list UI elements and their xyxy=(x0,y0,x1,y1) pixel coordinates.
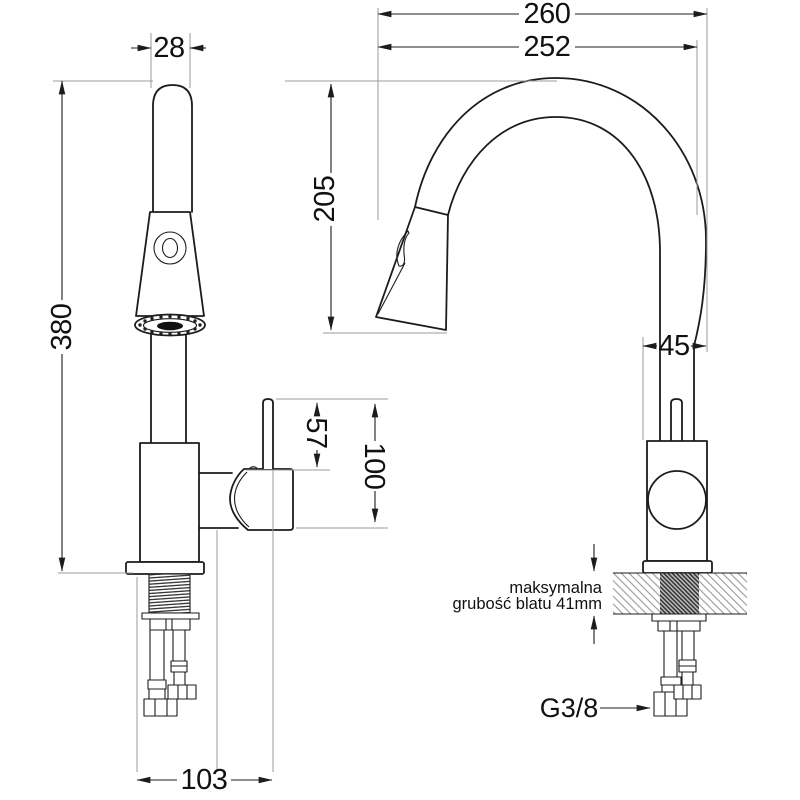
valve-sphere xyxy=(648,471,706,529)
pullout-hose xyxy=(151,335,186,443)
dimension-label-252: 252 xyxy=(523,31,571,63)
spray-face xyxy=(135,315,205,336)
thread-callout xyxy=(540,693,650,723)
hose-nut-right-profile xyxy=(674,685,701,699)
sprayer-head xyxy=(135,212,205,336)
hose-nut-right xyxy=(168,685,196,699)
counter-thickness-note xyxy=(453,579,603,613)
sprayer-cone-profile xyxy=(376,207,448,330)
mounting-nut-profile xyxy=(658,621,700,631)
valve-mount xyxy=(199,467,293,530)
side-view xyxy=(126,85,293,716)
supply-hose-right-profile xyxy=(674,631,701,699)
valve-mount-housing xyxy=(230,469,293,530)
sprayer-head-profile xyxy=(376,207,448,330)
dimension-label-260: 260 xyxy=(523,0,571,30)
dimension-label-205: 205 xyxy=(309,175,341,223)
washer-profile xyxy=(652,614,706,621)
dimension-label-380: 380 xyxy=(46,303,78,351)
gooseneck-spout xyxy=(415,78,706,441)
supply-hose-right xyxy=(168,630,196,699)
spray-face-center xyxy=(157,322,183,331)
mounting-nut xyxy=(150,619,190,630)
dimension-label-57: 57 xyxy=(300,417,332,449)
note-line2: grubość blatu 41mm xyxy=(452,595,602,613)
base-flange xyxy=(643,561,712,573)
profile-view xyxy=(376,78,747,716)
dimension-label-103: 103 xyxy=(180,764,228,796)
mounting-thread xyxy=(149,574,190,613)
dimension-28 xyxy=(131,32,206,88)
countertop-slab xyxy=(613,573,747,614)
thread-label: G3/8 xyxy=(539,693,599,723)
dimension-label-45: 45 xyxy=(658,330,690,362)
supply-hose-left xyxy=(144,630,177,716)
spout-tube xyxy=(153,85,192,212)
dimension-label-100: 100 xyxy=(358,442,390,490)
faucet-body xyxy=(140,443,199,562)
thread-stem xyxy=(660,573,699,614)
base-plate xyxy=(126,562,204,574)
lever-handle xyxy=(263,399,273,469)
hose-nut-left xyxy=(144,699,177,716)
dimensions xyxy=(46,0,707,796)
gooseneck-inner xyxy=(448,117,660,441)
gooseneck-outer xyxy=(415,78,706,441)
dimension-label-28: 28 xyxy=(153,32,185,64)
note-line1: maksymalna xyxy=(509,579,602,597)
mounting-washer xyxy=(142,613,199,619)
